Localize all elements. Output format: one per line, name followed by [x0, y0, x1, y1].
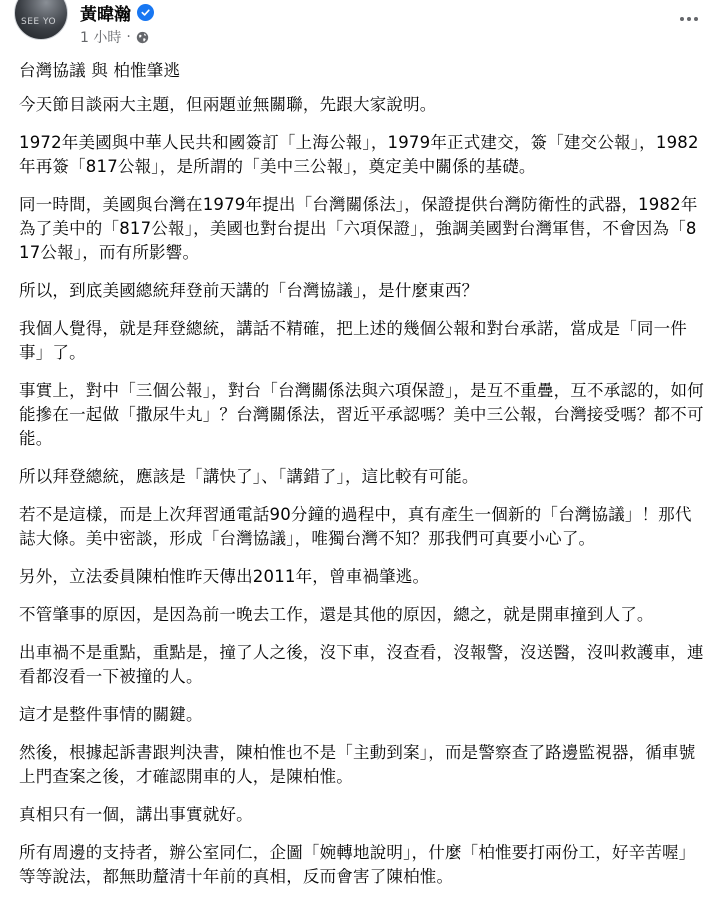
post-paragraph: 出車禍不是重點，重點是，撞了人之後，沒下車，沒查看，沒報警，沒送醫，沒叫救護車，連看都沒看一下被撞的人。 [19, 643, 704, 686]
avatar-caption: SEE YO [21, 17, 57, 27]
post-paragraph: 所以，到底美國總統拜登前天講的「台灣協議」，是什麼東西？ [19, 281, 479, 300]
globe-icon[interactable] [136, 31, 149, 44]
post-paragraph: 事實上，對中「三個公報」，對台「台灣關係法與六項保證」，是互不重疊，互不承認的，如何能摻在一起做「撒尿牛丸」？台灣關係法，習近平承認嗎？美中三公報，台灣接受嗎？都不可能。 [19, 381, 704, 448]
author-name[interactable]: 黃暐瀚 [80, 5, 131, 25]
post-paragraph: 不管肇事的原因，是因為前一晚去工作，還是其他的原因，總之，就是開車撞到人了。 [19, 605, 654, 624]
post-title: 台灣協議 與 柏惟肇逃 [19, 61, 181, 80]
meta-separator: · [126, 29, 131, 45]
post-meta [80, 27, 149, 47]
verified-badge-icon [137, 4, 154, 21]
post-paragraph: 我個人覺得，就是拜登總統，講話不精確，把上述的幾個公報和對台承諾，當成是「同一件事」了。 [19, 319, 687, 362]
post-paragraph: 真相只有一個，講出事實就好。 [19, 805, 253, 824]
more-options-icon [680, 17, 684, 21]
post-header [14, 0, 718, 56]
post-paragraph: 另外，立法委員陳柏惟昨天傳出2011年，曾車禍肇逃。 [19, 567, 430, 586]
more-options-button[interactable] [674, 8, 704, 30]
post-paragraph: 所以拜登總統，應該是「講快了」、「講錯了」，這比較有可能。 [19, 467, 479, 486]
post-paragraph: 1972年美國與中華人民共和國簽訂「上海公報」，1979年正式建交，簽「建交公報」，1982年再簽「817公報」，是所謂的「美中三公報」，奠定美中關係的基礎。 [19, 133, 699, 176]
post-paragraph: 今天節目談兩大主題，但兩題並無關聯，先跟大家說明。 [19, 95, 437, 114]
author-row [80, 0, 154, 25]
post-paragraph: 所有周邊的支持者，辦公室同仁，企圖「婉轉地說明」，什麼「柏惟要打兩份工，好辛苦喔」等等說法，都無助釐清十年前的真相，反而會害了陳柏惟。 [19, 843, 696, 886]
post-timestamp[interactable]: 1 小時 [80, 30, 122, 46]
post-paragraph: 然後，根據起訴書跟判決書，陳柏惟也不是「主動到案」，而是警察查了路邊監視器，循車號上門查案之後，才確認開車的人，是陳柏惟。 [19, 743, 696, 786]
post-text [19, 59, 704, 903]
post-paragraph: 同一時間，美國與台灣在1979年提出「台灣關係法」，保證提供台灣防衛性的武器，1982年為了美中的「817公報」，美國也對台提出「六項保證」，強調美國對台灣軍售，不會因為「817公報」，而有所影響。 [19, 195, 698, 262]
avatar[interactable] [14, 0, 68, 40]
post-paragraph: 這才是整件事情的關鍵。 [19, 705, 203, 724]
post-paragraph: 若不是這樣，而是上次拜習通電話90分鐘的過程中，真有產生一個新的「台灣協議」！那代誌大條。美中密談，形成「台灣協議」，唯獨台灣不知？那我們可真要小心了。 [19, 505, 692, 548]
